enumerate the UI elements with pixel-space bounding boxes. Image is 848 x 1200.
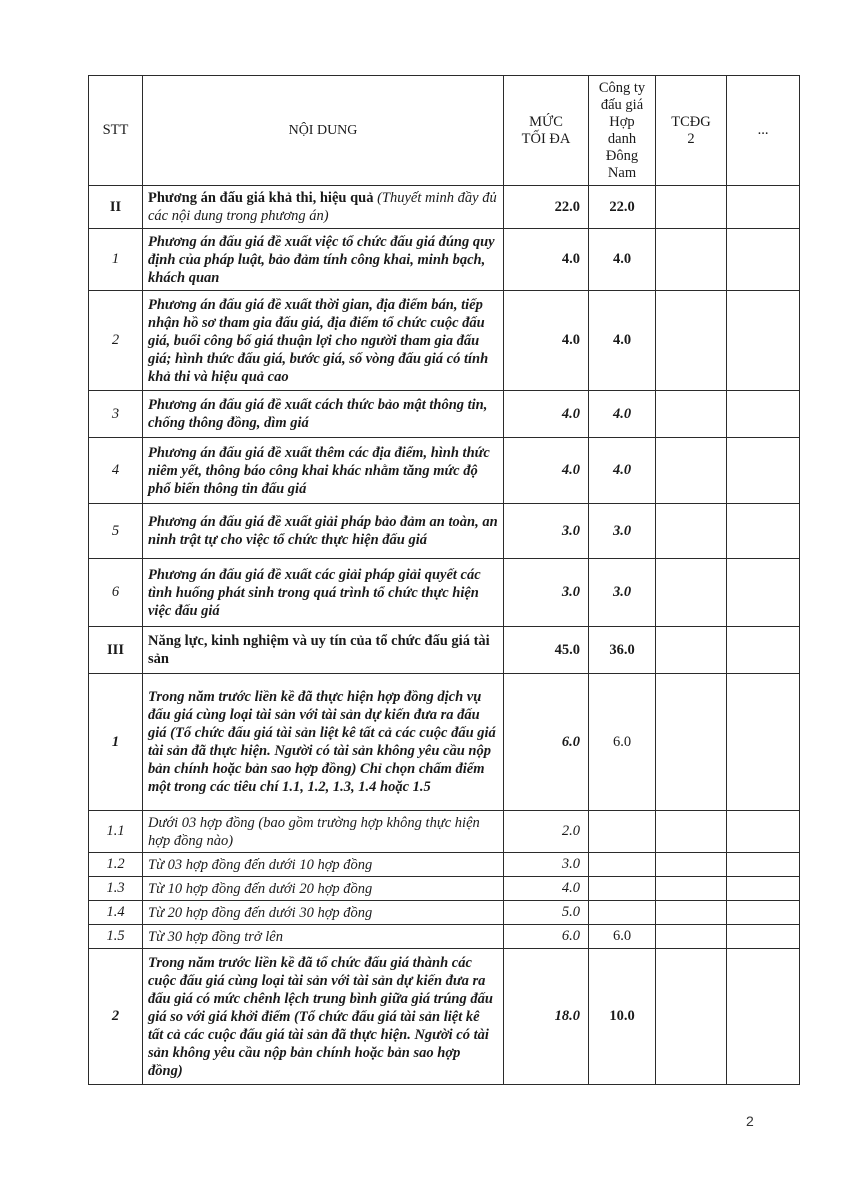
cell-company: 4.0	[589, 391, 656, 438]
table-row	[89, 504, 800, 559]
header-max-score	[504, 76, 589, 186]
cell-tcdg2	[656, 877, 727, 901]
header-company-line: đấu giá	[600, 96, 644, 113]
cell-more	[727, 504, 800, 559]
table-row	[89, 391, 800, 438]
cell-more	[727, 627, 800, 674]
cell-max: 18.0	[504, 949, 589, 1085]
cell-company	[589, 853, 656, 877]
table-row	[89, 949, 800, 1085]
cell-tcdg2	[656, 559, 727, 627]
cell-stt: 2	[89, 949, 143, 1085]
header-tcdg-line2: 2	[687, 130, 695, 147]
cell-content: Phương án đấu giá đề xuất các giải pháp giải quyết các tình huống phát sinh trong quá trình tổ chức thực hiện việc đấu giá	[143, 559, 504, 627]
cell-max: 3.0	[504, 559, 589, 627]
content-bold: Phương án đấu giá khả thi, hiệu quả	[148, 190, 374, 206]
cell-tcdg2	[656, 438, 727, 504]
table-row	[89, 291, 800, 391]
header-more: ...	[727, 76, 800, 186]
cell-more	[727, 949, 800, 1085]
cell-max: 4.0	[504, 291, 589, 391]
cell-more	[727, 853, 800, 877]
cell-company: 3.0	[589, 504, 656, 559]
header-company	[589, 76, 656, 186]
cell-content: Từ 30 hợp đồng trở lên	[143, 925, 504, 949]
cell-max: 6.0	[504, 674, 589, 811]
cell-stt: 6	[89, 559, 143, 627]
cell-company: 4.0	[589, 229, 656, 291]
cell-max: 4.0	[504, 877, 589, 901]
cell-tcdg2	[656, 391, 727, 438]
content-italic: (Thuyết minh đầy đủ các nội dung trong phương án)	[148, 190, 497, 224]
cell-more	[727, 559, 800, 627]
header-row	[89, 76, 800, 186]
cell-company	[589, 877, 656, 901]
cell-more	[727, 391, 800, 438]
cell-company: 6.0	[589, 925, 656, 949]
cell-more	[727, 877, 800, 901]
cell-more	[727, 186, 800, 229]
cell-max: 45.0	[504, 627, 589, 674]
cell-tcdg2	[656, 291, 727, 391]
header-content: NỘI DUNG	[143, 76, 504, 186]
cell-content: Năng lực, kinh nghiệm và uy tín của tổ chức đấu giá tài sản	[143, 627, 504, 674]
cell-max: 6.0	[504, 925, 589, 949]
cell-tcdg2	[656, 229, 727, 291]
cell-more	[727, 925, 800, 949]
cell-more	[727, 291, 800, 391]
cell-stt: 5	[89, 504, 143, 559]
cell-max: 2.0	[504, 811, 589, 853]
cell-content: Từ 20 hợp đồng đến dưới 30 hợp đồng	[143, 901, 504, 925]
cell-content: Dưới 03 hợp đồng (bao gồm trường hợp không thực hiện hợp đồng nào)	[143, 811, 504, 853]
cell-content	[143, 186, 504, 229]
cell-max: 22.0	[504, 186, 589, 229]
header-company-line: danh	[607, 130, 637, 147]
cell-company: 3.0	[589, 559, 656, 627]
header-company-line: Hợp	[609, 113, 635, 130]
page-number: 2	[746, 1113, 754, 1129]
header-company-line: Đông	[605, 147, 639, 164]
header-company-line: Công ty	[598, 79, 646, 96]
cell-content: Phương án đấu giá đề xuất thêm các địa điểm, hình thức niêm yết, thông báo công khai khác nhằm tăng mức độ phổ biến thông tin đấu giá	[143, 438, 504, 504]
cell-company: 4.0	[589, 438, 656, 504]
cell-content: Trong năm trước liền kề đã thực hiện hợp đồng dịch vụ đấu giá cùng loại tài sản với tài sản dự kiến đưa ra đấu giá (Tổ chức đấu giá tài sản liệt kê tất cả các cuộc đấu giá tài sản đã thực hiện. Người có tài sản không yêu cầu nộp bản chính hoặc bản sao hợp đồng) Chỉ chọn chấm điểm một trong các tiêu chí 1.1, 1.2, 1.3, 1.4 hoặc 1.5	[143, 674, 504, 811]
header-tcdg-line1: TCĐG	[671, 113, 711, 130]
header-max-line2: TỐI ĐA	[521, 130, 571, 147]
cell-max: 3.0	[504, 504, 589, 559]
table-row	[89, 901, 800, 925]
cell-company: 36.0	[589, 627, 656, 674]
cell-stt: 4	[89, 438, 143, 504]
cell-company: 10.0	[589, 949, 656, 1085]
cell-max: 4.0	[504, 229, 589, 291]
cell-stt: 1.2	[89, 853, 143, 877]
header-company-line: Nam	[607, 164, 637, 181]
cell-content: Từ 03 hợp đồng đến dưới 10 hợp đồng	[143, 853, 504, 877]
table-row	[89, 853, 800, 877]
cell-max: 3.0	[504, 853, 589, 877]
evaluation-table	[88, 75, 800, 1085]
cell-tcdg2	[656, 901, 727, 925]
cell-stt: 1.4	[89, 901, 143, 925]
cell-stt: 1.1	[89, 811, 143, 853]
cell-content: Phương án đấu giá đề xuất thời gian, địa điểm bán, tiếp nhận hồ sơ tham gia đấu giá, địa điểm tổ chức cuộc đấu giá, buổi công bố giá thuận lợi cho người tham gia đấu giá; hình thức đấu giá, bước giá, số vòng đấu giá có tính khả thi và hiệu quả cao	[143, 291, 504, 391]
cell-content: Phương án đấu giá đề xuất việc tổ chức đấu giá đúng quy định của pháp luật, bảo đảm tính công khai, minh bạch, khách quan	[143, 229, 504, 291]
table-row	[89, 877, 800, 901]
table-row	[89, 438, 800, 504]
cell-stt: 1	[89, 674, 143, 811]
cell-company	[589, 811, 656, 853]
cell-content: Trong năm trước liền kề đã tổ chức đấu giá thành các cuộc đấu giá cùng loại tài sản với tài sản dự kiến đưa ra đấu giá có mức chênh lệch trung bình giữa giá trúng đấu giá so với giá khởi điểm (Tổ chức đấu giá tài sản liệt kê tất cả các cuộc đấu giá tài sản đã thực hiện. Người có tài sản không yêu cầu nộp bản chính hoặc bản sao hợp đồng)	[143, 949, 504, 1085]
cell-tcdg2	[656, 627, 727, 674]
cell-company: 6.0	[589, 674, 656, 811]
cell-tcdg2	[656, 504, 727, 559]
cell-company: 4.0	[589, 291, 656, 391]
cell-max: 4.0	[504, 438, 589, 504]
table-row	[89, 627, 800, 674]
cell-max: 5.0	[504, 901, 589, 925]
table-row	[89, 811, 800, 853]
cell-tcdg2	[656, 853, 727, 877]
cell-more	[727, 674, 800, 811]
cell-more	[727, 901, 800, 925]
cell-content: Phương án đấu giá đề xuất cách thức bảo mật thông tin, chống thông đồng, dìm giá	[143, 391, 504, 438]
cell-tcdg2	[656, 811, 727, 853]
cell-stt: 1.3	[89, 877, 143, 901]
cell-company	[589, 901, 656, 925]
cell-stt: 1.5	[89, 925, 143, 949]
table-row	[89, 229, 800, 291]
cell-more	[727, 811, 800, 853]
cell-company: 22.0	[589, 186, 656, 229]
cell-tcdg2	[656, 674, 727, 811]
cell-tcdg2	[656, 925, 727, 949]
cell-content: Từ 10 hợp đồng đến dưới 20 hợp đồng	[143, 877, 504, 901]
cell-stt: II	[89, 186, 143, 229]
table-row	[89, 559, 800, 627]
cell-more	[727, 438, 800, 504]
header-max-line1: MỨC	[529, 113, 563, 130]
table-row	[89, 186, 800, 229]
cell-stt: 2	[89, 291, 143, 391]
cell-max: 4.0	[504, 391, 589, 438]
cell-stt: 3	[89, 391, 143, 438]
cell-tcdg2	[656, 186, 727, 229]
cell-more	[727, 229, 800, 291]
cell-stt: 1	[89, 229, 143, 291]
table-row	[89, 674, 800, 811]
header-tcdg2	[656, 76, 727, 186]
cell-content: Phương án đấu giá đề xuất giải pháp bảo đảm an toàn, an ninh trật tự cho việc tổ chức thực hiện đấu giá	[143, 504, 504, 559]
header-stt: STT	[89, 76, 143, 186]
table-row	[89, 925, 800, 949]
cell-tcdg2	[656, 949, 727, 1085]
cell-stt: III	[89, 627, 143, 674]
